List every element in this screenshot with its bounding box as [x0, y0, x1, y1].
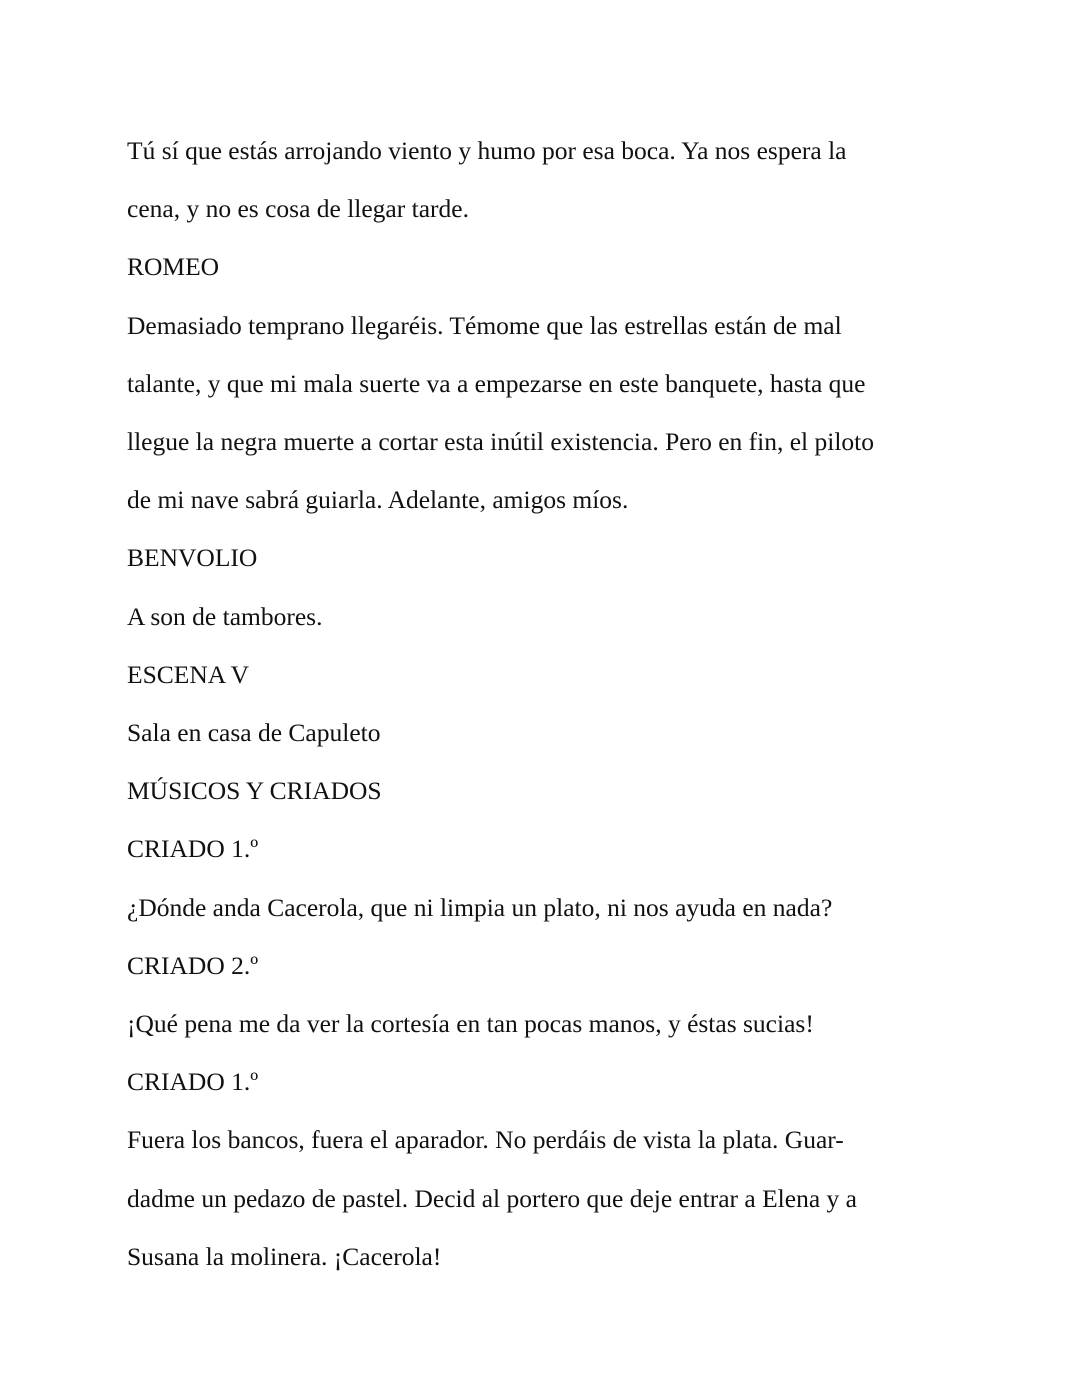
- speaker-name-criado-2: CRIADO 2.º: [127, 950, 259, 980]
- dialogue-line: Fuera los bancos, fuera el aparador. No perdáis de vista la plata. Guar-: [127, 1125, 844, 1155]
- dialogue-line: de mi nave sabrá guiarla. Adelante, amigos míos.: [127, 485, 629, 515]
- dialogue-line: dadme un pedazo de pastel. Decid al portero que deje entrar a Elena y a: [127, 1183, 857, 1213]
- dialogue-line: llegue la negra muerte a cortar esta inútil existencia. Pero en fin, el piloto: [127, 427, 875, 457]
- dialogue-line: talante, y que mi mala suerte va a empezarse en este banquete, hasta que: [127, 368, 866, 398]
- dialogue-line: Demasiado temprano llegaréis. Témome que las estrellas están de mal: [127, 310, 842, 340]
- dialogue-line: cena, y no es cosa de llegar tarde.: [127, 194, 469, 224]
- dialogue-line: A son de tambores.: [127, 601, 323, 631]
- scene-heading: ESCENA V: [127, 659, 250, 689]
- speaker-name-benvolio: BENVOLIO: [127, 543, 258, 573]
- document-page: [127, 122, 927, 1286]
- scene-characters: MÚSICOS Y CRIADOS: [127, 776, 382, 806]
- dialogue-line: ¿Dónde anda Cacerola, que ni limpia un plato, ni nos ayuda en nada?: [127, 892, 833, 922]
- speaker-name-criado-1: CRIADO 1.º: [127, 834, 259, 864]
- dialogue-line: Susana la molinera. ¡Cacerola!: [127, 1241, 442, 1271]
- speaker-name-romeo: ROMEO: [127, 252, 220, 282]
- dialogue-line: Tú sí que estás arrojando viento y humo por esa boca. Ya nos espera la: [127, 136, 847, 165]
- dialogue-line: ¡Qué pena me da ver la cortesía en tan pocas manos, y éstas sucias!: [127, 1009, 814, 1039]
- scene-setting: Sala en casa de Capuleto: [127, 718, 381, 748]
- speaker-name-criado-1: CRIADO 1.º: [127, 1067, 259, 1097]
